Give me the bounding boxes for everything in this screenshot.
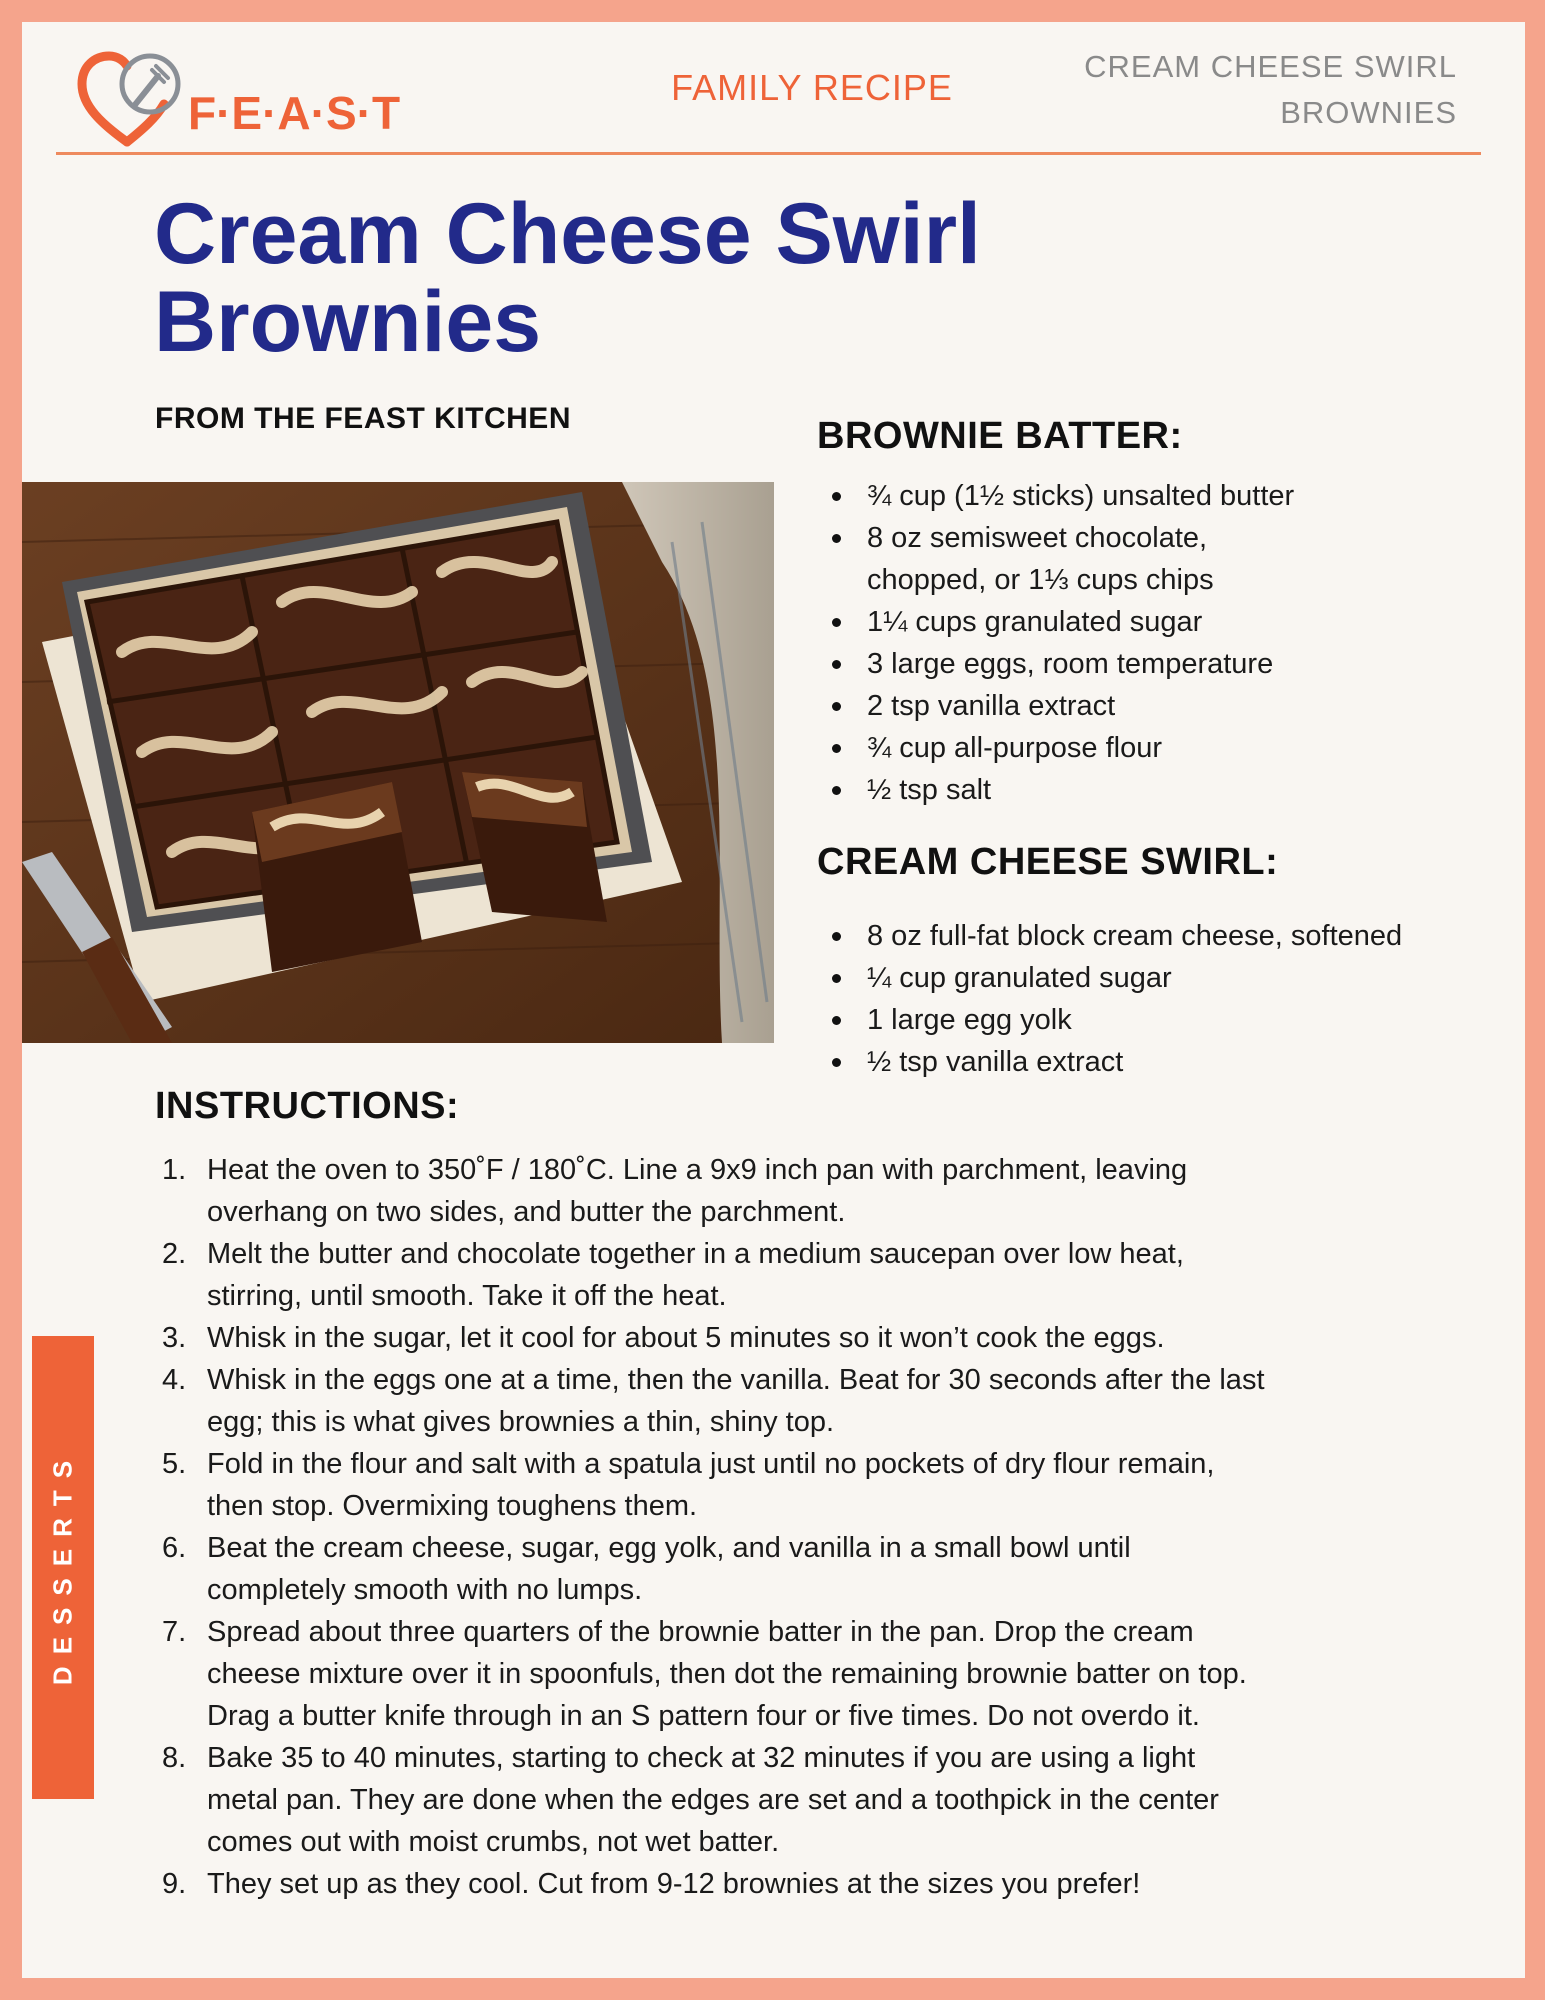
instruction-step [162, 1233, 1462, 1317]
header-divider [56, 152, 1481, 155]
instruction-step [162, 1863, 1462, 1905]
category-label: DESSERTS [47, 1448, 78, 1686]
feast-logo [72, 44, 402, 154]
step-text-line: overhang on two sides, and butter the parchment. [207, 1196, 846, 1228]
instruction-step [162, 1737, 1462, 1863]
list-item: 8 oz full-fat block cream cheese, softened [817, 915, 1517, 957]
step-text-line: Heat the oven to 350˚F / 180˚C. Line a 9x9 inch pan with parchment, leaving [207, 1154, 1188, 1186]
step-number: 6. [162, 1532, 187, 1564]
step-number: 8. [162, 1742, 187, 1774]
list-item: 1 large egg yolk [817, 999, 1517, 1041]
instruction-step [162, 1611, 1462, 1737]
list-item-line: chopped, or 1⅓ cups chips [867, 564, 1214, 596]
instructions-heading: INSTRUCTIONS: [155, 1085, 460, 1127]
list-item: ¼ cup granulated sugar [817, 957, 1517, 999]
step-text-line: metal pan. They are done when the edges are set and a toothpick in the center [207, 1784, 1219, 1816]
step-text-line: Whisk in the eggs one at a time, then the vanilla. Beat for 30 seconds after the last [207, 1364, 1265, 1396]
step-number: 3. [162, 1322, 187, 1354]
instruction-step [162, 1317, 1462, 1359]
list-item: 1¼ cups granulated sugar [817, 601, 1517, 643]
list-item-line: 8 oz semisweet chocolate, [867, 522, 1208, 554]
list-item [817, 517, 1517, 601]
instruction-step [162, 1149, 1462, 1233]
step-text-line: cheese mixture over it in spoonfuls, then dot the remaining brownie batter on top. [207, 1658, 1247, 1690]
step-number: 2. [162, 1238, 187, 1270]
list-item: ½ tsp vanilla extract [817, 1041, 1517, 1083]
batter-heading: BROWNIE BATTER: [817, 415, 1183, 457]
step-text-line: Fold in the flour and salt with a spatula just until no pockets of dry flour remain, [207, 1448, 1215, 1480]
header-recipe-name-line2: BROWNIES [1280, 95, 1457, 130]
instruction-step [162, 1527, 1462, 1611]
title-line1: Cream Cheese Swirl [154, 186, 981, 282]
brownies-photo [22, 482, 774, 1043]
instruction-step [162, 1359, 1462, 1443]
swirl-heading: CREAM CHEESE SWIRL: [817, 841, 1279, 883]
step-text-line: egg; this is what gives brownies a thin, shiny top. [207, 1406, 835, 1438]
recipe-page [22, 22, 1525, 1978]
list-item: ¾ cup (1½ sticks) unsalted butter [817, 475, 1517, 517]
step-number: 4. [162, 1364, 187, 1396]
step-text-line: Melt the butter and chocolate together in a medium saucepan over low heat, [207, 1238, 1184, 1270]
swirl-list [817, 915, 1517, 1083]
subtitle: FROM THE FEAST KITCHEN [155, 402, 571, 435]
category-tab [32, 1336, 94, 1799]
title-line2: Brownies [154, 274, 542, 370]
list-item: 3 large eggs, room temperature [817, 643, 1517, 685]
step-number: 9. [162, 1868, 187, 1900]
page-title [154, 186, 1154, 370]
step-text-line: Drag a butter knife through in an S pattern four or five times. Do not overdo it. [207, 1700, 1200, 1732]
step-text-line: stirring, until smooth. Take it off the heat. [207, 1280, 727, 1312]
instruction-step [162, 1443, 1462, 1527]
list-item: ¾ cup all-purpose flour [817, 727, 1517, 769]
step-text-line: Whisk in the sugar, let it cool for about 5 minutes so it won’t cook the eggs. [207, 1322, 1165, 1354]
step-text-line: They set up as they cool. Cut from 9-12 brownies at the sizes you prefer! [207, 1868, 1141, 1900]
list-item: 2 tsp vanilla extract [817, 685, 1517, 727]
header-recipe-name-line1: CREAM CHEESE SWIRL [1084, 49, 1457, 84]
header-family-recipe: FAMILY RECIPE [671, 67, 953, 108]
step-number: 5. [162, 1448, 187, 1480]
step-text-line: Bake 35 to 40 minutes, starting to check at 32 minutes if you are using a light [207, 1742, 1196, 1774]
heart-fork-icon [72, 44, 182, 154]
instructions-list [162, 1149, 1462, 1905]
header-recipe-name [937, 44, 1457, 136]
step-text-line: completely smooth with no lumps. [207, 1574, 643, 1606]
step-number: 7. [162, 1616, 187, 1648]
step-text-line: Beat the cream cheese, sugar, egg yolk, and vanilla in a small bowl until [207, 1532, 1131, 1564]
step-text-line: Spread about three quarters of the brownie batter in the pan. Drop the cream [207, 1616, 1194, 1648]
logo-wordmark: F·E·A·S·T [188, 87, 401, 139]
step-text-line: comes out with moist crumbs, not wet batter. [207, 1826, 780, 1858]
list-item: ½ tsp salt [817, 769, 1517, 811]
batter-list [817, 475, 1517, 811]
step-number: 1. [162, 1154, 187, 1186]
step-text-line: then stop. Overmixing toughens them. [207, 1490, 698, 1522]
